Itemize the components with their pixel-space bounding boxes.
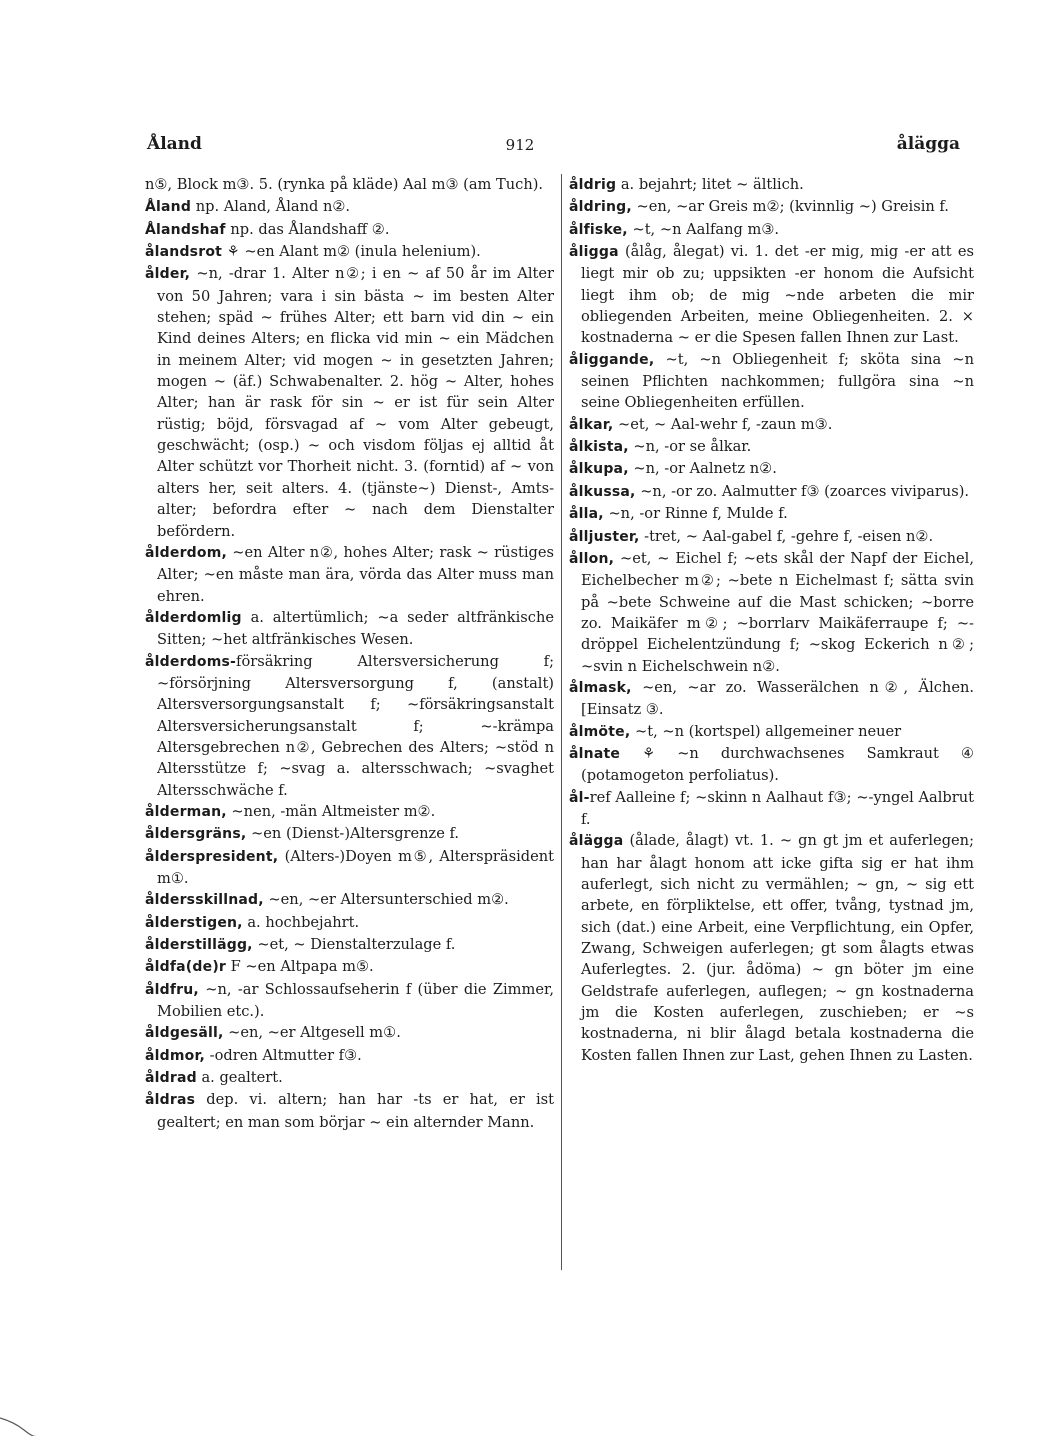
dictionary-entry (569, 830, 974, 1066)
definition: np. Aland, Åland n②. (191, 198, 351, 216)
dictionary-entry (145, 651, 554, 801)
headword: åliggande, (569, 351, 655, 368)
dictionary-entry (145, 542, 554, 607)
headword: åldgesäll, (145, 1025, 224, 1042)
definition: (Alters-)Doyen m⑤, Alterspräsident m①. (157, 847, 554, 887)
dictionary-entry (569, 196, 974, 218)
dictionary-entry (145, 174, 554, 196)
headword: ålkar, (569, 416, 614, 433)
headword: ålfiske, (569, 221, 628, 238)
dictionary-entry (145, 1045, 554, 1067)
definition: dep. vi. altern; han har -ts er hat, er ist gealtert; en man som börjar ~ ein alternder Mann. (157, 1091, 554, 1131)
dictionary-entry (569, 503, 974, 525)
definition: ~en, ~ar zo. Wasserälchen n②, Älchen. [Einsatz ③. (581, 678, 974, 719)
dictionary-entry (569, 458, 974, 480)
dictionary-entry (145, 607, 554, 651)
dictionary-entry (569, 787, 974, 831)
headword: ålljuster, (569, 528, 640, 545)
left-column (145, 174, 554, 1285)
definition: ~n, -or Aalnetz n②. (628, 460, 777, 478)
headword: ålderdomlig (145, 609, 242, 626)
definition: ~et, ~ Aal-wehr f, -zaun m③. (613, 415, 833, 433)
dictionary-entry (145, 263, 554, 541)
definition: ~t, ~n Obliegenheit f; sköta sina ~n seinen Pflichten nachkommen; fullgöra sina ~n seine Obliegenheiten erfüllen. (581, 350, 974, 412)
dictionary-entry (145, 889, 554, 911)
dictionary-entry (569, 743, 974, 787)
headword: ålmask, (569, 679, 632, 696)
definition: np. das Ålandshaff ②. (225, 220, 390, 238)
page-number: 912 (505, 136, 535, 154)
definition: ~n, -or zo. Aalmutter f③ (zoarces viviparus). (635, 482, 970, 500)
dictionary-entry (569, 721, 974, 743)
headword: ålder, (145, 266, 191, 283)
headword: åligga (569, 244, 619, 261)
definition: ~n, -or se ålkar. (628, 438, 752, 456)
headword: ålkista, (569, 439, 629, 456)
definition: a. gealtert. (196, 1069, 283, 1087)
scan-mark (0, 1404, 44, 1436)
dictionary-entry (569, 436, 974, 458)
dictionary-entry (145, 1022, 554, 1044)
definition: ~en Alter n②, hohes Alter; rask ~ rüstiges Alter; ~en måste man ära, vörda das Alter muss man ehren. (157, 543, 554, 605)
dictionary-entry (145, 846, 554, 890)
headword: åldersgräns, (145, 826, 247, 843)
definition: försäkring Altersversicherung f; ~försörjning Altersversorgung f, (anstalt) Altersversorgungsanstalt f; ~försäkringsanstalt Altersversicherungsanstalt f; ~-krämpa Altersgebrechen n②, Gebrechen des Alters; ~stöd n Altersstütze f; ~svag a. altersschwach; ~svaghet Altersschwäche f. (157, 652, 554, 799)
definition: a. hochbejahrt. (242, 913, 360, 931)
dictionary-entry (145, 241, 554, 263)
headword: ålderdom, (145, 544, 228, 561)
dictionary-entry (145, 934, 554, 956)
left-guide-word: Åland (147, 134, 202, 154)
definition: F ~en Altpapa m⑤. (226, 958, 374, 976)
dictionary-entry (569, 349, 974, 414)
headword: ålnate (569, 745, 621, 762)
definition: a. bejahrt; litet ~ ältlich. (616, 176, 804, 193)
right-guide-word: ålägga (896, 134, 960, 154)
dictionary-entry (569, 526, 974, 548)
definition: a. altertümlich; ~a seder altfränkische Sitten; ~het altfränkisches Wesen. (157, 608, 554, 649)
definition: ⚘ ~n durchwachsenes Samkraut ④ (potamogeton perfoliatus). (581, 744, 974, 785)
definition: ~et, ~ Dienstalterzulage f. (252, 936, 456, 954)
dictionary-entry (569, 174, 974, 196)
definition: ~n, -ar Schlossaufseherin f (über die Zimmer, Mobilien etc.). (157, 980, 554, 1021)
headword: ålandsrot (145, 244, 223, 261)
definition: ~nen, -män Altmeister m②. (226, 802, 436, 820)
definition: ~n, -or Rinne f, Mulde f. (603, 505, 788, 523)
dictionary-entry (569, 241, 974, 349)
dictionary-entry (145, 823, 554, 845)
dictionary-entry (145, 912, 554, 934)
headword: åldring, (569, 199, 632, 216)
headword: ållon, (569, 550, 615, 567)
dictionary-entry (145, 219, 554, 241)
definition: (ålade, ålagt) vt. 1. ~ gn gt jm et auferlegen; han har ålagt honom att icke gifta sig er hat ihm auferlegt, sich nicht zu vermählen; ~ gn, ~ sig ett arbete, en förpliktelse, ett offer, tvång, tystnad jm, sich (dat.) eine Arbeit, eine Verpflichtung, ein Opfer, Zwang, Schweigen auferlegen; gt som ålagts etwas Auferlegtes. 2. (jur. ådöma) ~ gn böter jm eine Geldstrafe auferlegen, auflegen; ~ gn kostnaderna jm die Kosten auferlegen, zuschieben; er ~s kostnaderna, ni blir ålagd betala kostnaderna die Kosten fallen Ihnen zur Last, gehen Ihnen zu Lasten. (581, 832, 974, 1064)
headword: ålderstigen, (145, 914, 243, 931)
headword: åldfa(de)r (145, 959, 227, 976)
headword: ålderstillägg, (145, 937, 253, 954)
dictionary-entry (145, 196, 554, 218)
definition: ~t, ~n Aalfang m③. (627, 220, 780, 238)
headword: åldfru, (145, 981, 199, 998)
headword: Ålandshaf (145, 221, 226, 238)
headword: ålderman, (145, 803, 227, 820)
definition: ⚘ ~en Alant m② (inula helenium). (222, 243, 481, 261)
right-column (569, 174, 974, 1285)
dictionary-entry (145, 801, 554, 823)
headword: åldras (145, 1092, 196, 1109)
dictionary-entry (145, 1067, 554, 1089)
dictionary-entry (569, 548, 974, 677)
definition: n⑤, Block m③. 5. (rynka på kläde) Aal m③ (am Tuch). (145, 176, 544, 193)
definition: ~et, ~ Eichel f; ~ets skål der Napf der Eichel, Eichelbecher m②; ~bete n Eichelmast f; sätta svin på ~bete Schweine auf die Mast schicken; ~borre zo. Maikäfer m②; ~borrlarv Maikäferraupe f; ~-dröppel Eichelentzündung f; ~skog Eckerich n②; ~svin n Eichelschwein n②. (581, 549, 974, 675)
definition: ref Aalleine f; ~skinn n Aalhaut f③; ~-yngel Aalbrut f. (581, 788, 974, 828)
dictionary-entry (569, 677, 974, 721)
definition: ~en, ~er Altgesell m①. (223, 1024, 401, 1042)
dictionary-entry (569, 219, 974, 241)
dictionary-entry (569, 414, 974, 436)
headword: ålla, (569, 506, 604, 523)
headword: åldrig (569, 177, 617, 193)
definition: -tret, ~ Aal-gabel f, -gehre f, -eisen n②. (639, 527, 934, 545)
dictionary-entry (145, 979, 554, 1023)
dictionary-entry (145, 1089, 554, 1133)
headword: åldmor, (145, 1047, 206, 1064)
definition: ~n, -drar 1. Alter n②; i en ~ af 50 år im Alter von 50 Jahren; vara i sin bästa ~ im besten Alter stehen; späd ~ frühes Alter; ett barn vid din ~ ein Kind deines Alters; en flicka vid min ~ ein Mädchen in meinem Alter; vid mogen ~ in gesetzten Jahren; mogen ~ (äf.) Schwabenalter. 2. hög ~ Alter, hohes Alter; han är rask för sin ~ er ist für sein Alter rüstig; böjd, försvagad af ~ vom Alter gebeugt, geschwächt; (osp.) ~ och visdom följas ej alltid åt Alter schützt vor Thorheit nicht. 3. (forntid) af ~ von alters her, seit alters. 4. (tjänste~) Dienst-, Amts-alter; befordra efter ~ nach dem Dienstalter befördern. (157, 265, 554, 540)
definition: ~t, ~n (kortspel) allgemeiner neuer (630, 722, 902, 740)
headword: åldersskillnad, (145, 892, 264, 909)
definition: -odren Altmutter f③. (205, 1046, 362, 1064)
headword: ålderdoms- (145, 653, 237, 670)
definition: (ålåg, ålegat) vi. 1. det -er mig, mig -er att es liegt mir ob zu; uppsikten -er honom die Aufsicht liegt ihm ob; de mig ~nde arbeten die mir obliegenden Arbeiten, meine Obliegenheiten. 2. × kostnaderna ~ er die Spesen fallen Ihnen zur Last. (581, 243, 974, 347)
headword: ålkussa, (569, 483, 636, 500)
headword: åldrad (145, 1070, 197, 1087)
headword: ålkupa, (569, 461, 629, 478)
dictionary-entry (569, 481, 974, 503)
headword: ålmöte, (569, 723, 631, 740)
headword: ål- (569, 789, 590, 806)
column-divider (561, 174, 562, 1270)
headword: ålderspresident, (145, 848, 279, 865)
dictionary-entry (145, 956, 554, 978)
headword: ålägga (569, 833, 624, 850)
definition: ~en, ~ar Greis m②; (kvinnlig ~) Greisin f. (631, 198, 949, 216)
definition: ~en, ~er Altersunterschied m②. (263, 891, 509, 909)
definition: ~en (Dienst-)Altersgrenze f. (246, 825, 460, 843)
headword: Åland (145, 199, 192, 216)
